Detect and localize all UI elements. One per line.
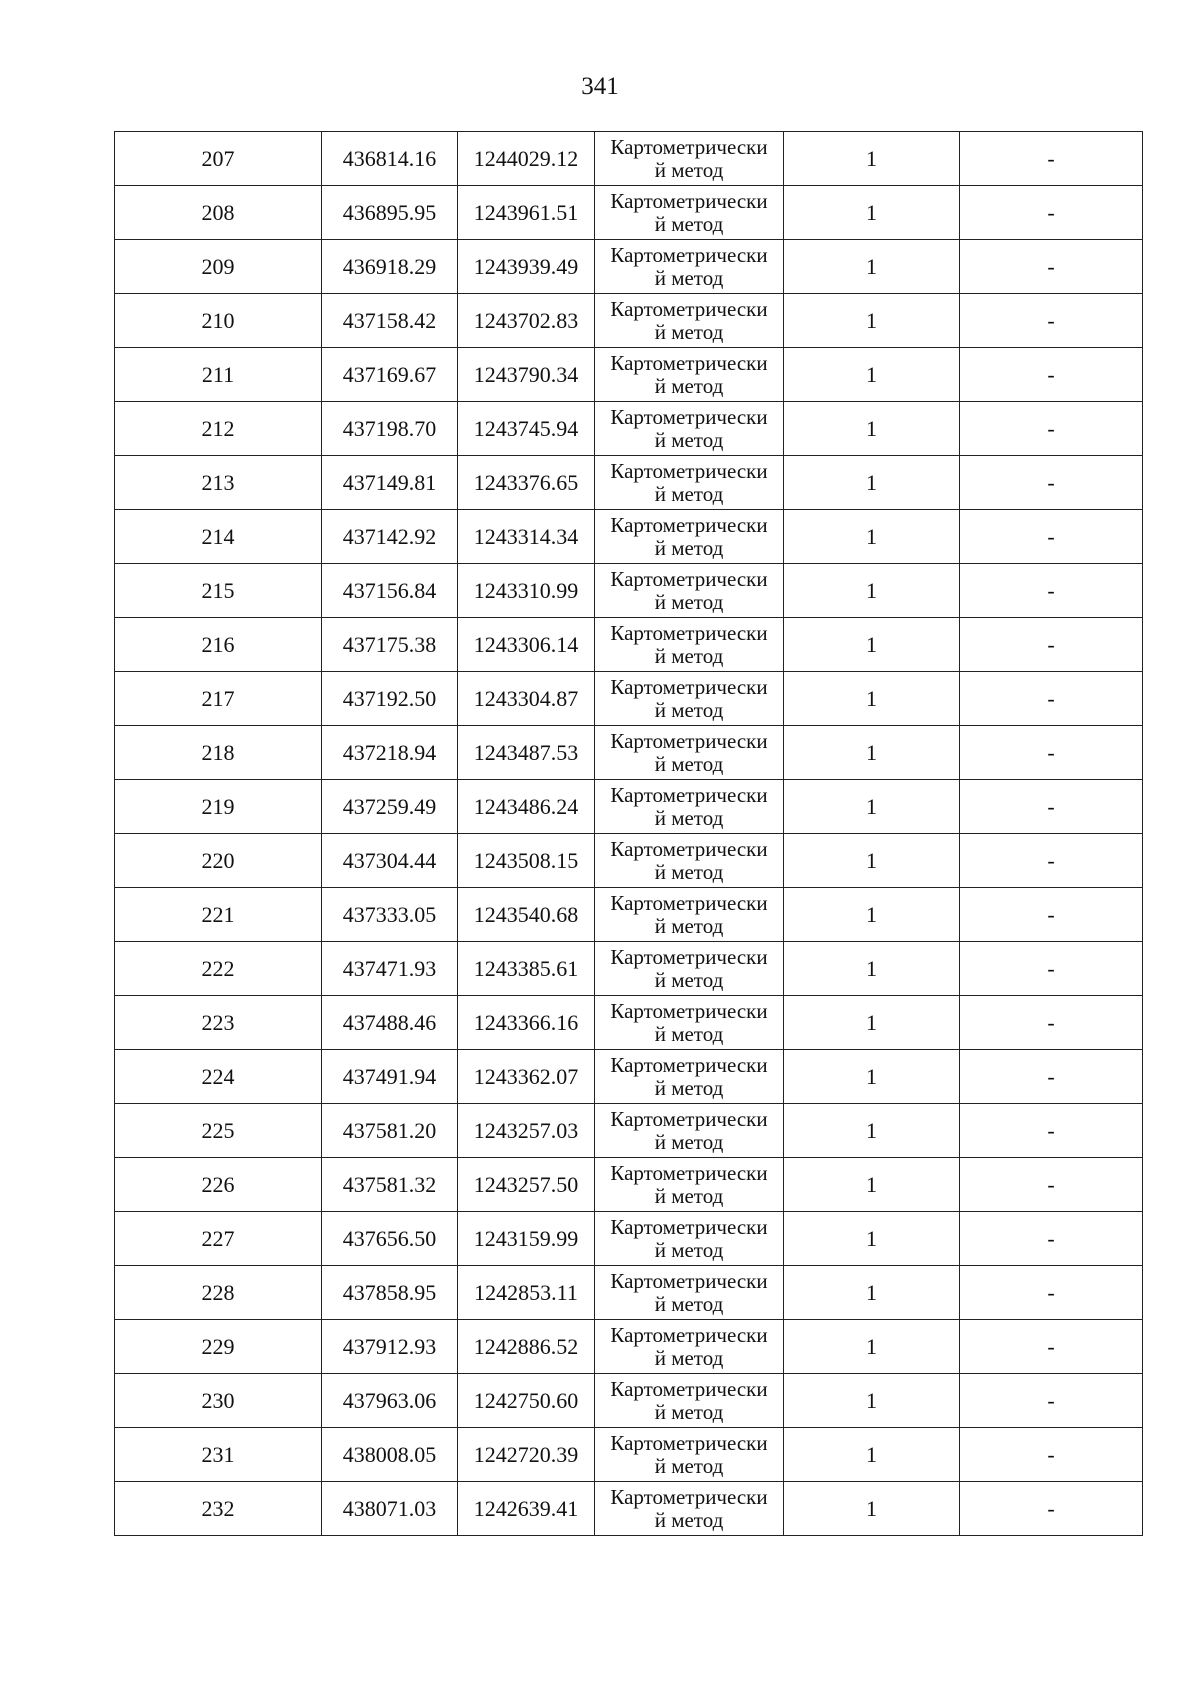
page-number: 341	[581, 73, 619, 100]
method-line-1: Картометрически	[610, 729, 768, 753]
method-cell	[595, 834, 784, 888]
x-coordinate-cell: 436895.95	[322, 186, 458, 240]
point-number-cell: 232	[115, 1482, 322, 1536]
note-cell: -	[960, 1428, 1143, 1482]
method-cell	[595, 618, 784, 672]
accuracy-cell: 1	[784, 996, 960, 1050]
x-coordinate-cell: 437142.92	[322, 510, 458, 564]
table-row	[115, 1104, 1143, 1158]
accuracy-cell: 1	[784, 1158, 960, 1212]
table-row	[115, 456, 1143, 510]
method-line-1: Картометрически	[610, 783, 768, 807]
table-row	[115, 132, 1143, 186]
table-row	[115, 834, 1143, 888]
y-coordinate-cell: 1243257.50	[458, 1158, 595, 1212]
method-line-2: й метод	[654, 1022, 724, 1046]
y-coordinate-cell: 1242886.52	[458, 1320, 595, 1374]
point-number-cell: 231	[115, 1428, 322, 1482]
point-number-cell: 225	[115, 1104, 322, 1158]
method-line-1: Картометрически	[610, 1377, 768, 1401]
method-line-1: Картометрически	[610, 999, 768, 1023]
table-row	[115, 1482, 1143, 1536]
y-coordinate-cell: 1242853.11	[458, 1266, 595, 1320]
note-cell: -	[960, 132, 1143, 186]
note-cell: -	[960, 1482, 1143, 1536]
note-cell: -	[960, 1158, 1143, 1212]
method-cell	[595, 888, 784, 942]
method-line-2: й метод	[654, 266, 724, 290]
method-line-2: й метод	[654, 482, 724, 506]
x-coordinate-cell: 437858.95	[322, 1266, 458, 1320]
y-coordinate-cell: 1243314.34	[458, 510, 595, 564]
accuracy-cell: 1	[784, 240, 960, 294]
method-cell	[595, 672, 784, 726]
x-coordinate-cell: 436918.29	[322, 240, 458, 294]
x-coordinate-cell: 437259.49	[322, 780, 458, 834]
note-cell: -	[960, 834, 1143, 888]
point-number-cell: 223	[115, 996, 322, 1050]
point-number-cell: 217	[115, 672, 322, 726]
method-line-2: й метод	[654, 914, 724, 938]
note-cell: -	[960, 1050, 1143, 1104]
method-cell	[595, 348, 784, 402]
point-number-cell: 211	[115, 348, 322, 402]
accuracy-cell: 1	[784, 1104, 960, 1158]
y-coordinate-cell: 1243508.15	[458, 834, 595, 888]
point-number-cell: 212	[115, 402, 322, 456]
note-cell: -	[960, 1320, 1143, 1374]
table-row	[115, 348, 1143, 402]
method-cell	[595, 402, 784, 456]
y-coordinate-cell: 1243362.07	[458, 1050, 595, 1104]
y-coordinate-cell: 1243306.14	[458, 618, 595, 672]
y-coordinate-cell: 1243310.99	[458, 564, 595, 618]
method-line-1: Картометрически	[610, 135, 768, 159]
note-cell: -	[960, 1212, 1143, 1266]
note-cell: -	[960, 510, 1143, 564]
method-line-2: й метод	[654, 1508, 724, 1532]
note-cell: -	[960, 1266, 1143, 1320]
accuracy-cell: 1	[784, 348, 960, 402]
method-line-1: Картометрически	[610, 1269, 768, 1293]
y-coordinate-cell: 1243304.87	[458, 672, 595, 726]
method-cell	[595, 942, 784, 996]
point-number-cell: 226	[115, 1158, 322, 1212]
x-coordinate-cell: 437963.06	[322, 1374, 458, 1428]
method-line-1: Картометрически	[610, 297, 768, 321]
note-cell: -	[960, 618, 1143, 672]
table-row	[115, 510, 1143, 564]
y-coordinate-cell: 1243257.03	[458, 1104, 595, 1158]
accuracy-cell: 1	[784, 564, 960, 618]
y-coordinate-cell: 1243487.53	[458, 726, 595, 780]
method-cell	[595, 1320, 784, 1374]
method-line-1: Картометрически	[610, 675, 768, 699]
method-line-1: Картометрически	[610, 567, 768, 591]
x-coordinate-cell: 437169.67	[322, 348, 458, 402]
point-number-cell: 219	[115, 780, 322, 834]
table-row	[115, 294, 1143, 348]
method-line-2: й метод	[654, 374, 724, 398]
method-line-1: Картометрически	[610, 1215, 768, 1239]
method-line-1: Картометрически	[610, 1323, 768, 1347]
method-line-2: й метод	[654, 1076, 724, 1100]
table-row	[115, 186, 1143, 240]
note-cell: -	[960, 348, 1143, 402]
table-row	[115, 1428, 1143, 1482]
table-row	[115, 780, 1143, 834]
method-line-1: Картометрически	[610, 1161, 768, 1185]
x-coordinate-cell: 437488.46	[322, 996, 458, 1050]
table-row	[115, 1374, 1143, 1428]
x-coordinate-cell: 437491.94	[322, 1050, 458, 1104]
x-coordinate-cell: 438071.03	[322, 1482, 458, 1536]
point-number-cell: 207	[115, 132, 322, 186]
point-number-cell: 220	[115, 834, 322, 888]
method-line-2: й метод	[654, 428, 724, 452]
point-number-cell: 216	[115, 618, 322, 672]
table-row	[115, 1212, 1143, 1266]
note-cell: -	[960, 726, 1143, 780]
method-cell	[595, 1212, 784, 1266]
x-coordinate-cell: 438008.05	[322, 1428, 458, 1482]
method-line-2: й метод	[654, 698, 724, 722]
method-line-1: Картометрически	[610, 891, 768, 915]
note-cell: -	[960, 1374, 1143, 1428]
point-number-cell: 224	[115, 1050, 322, 1104]
x-coordinate-cell: 437304.44	[322, 834, 458, 888]
y-coordinate-cell: 1243376.65	[458, 456, 595, 510]
x-coordinate-cell: 437156.84	[322, 564, 458, 618]
method-line-2: й метод	[654, 806, 724, 830]
y-coordinate-cell: 1243790.34	[458, 348, 595, 402]
table-row	[115, 1320, 1143, 1374]
x-coordinate-cell: 437149.81	[322, 456, 458, 510]
method-cell	[595, 1158, 784, 1212]
method-line-1: Картометрически	[610, 513, 768, 537]
method-line-2: й метод	[654, 320, 724, 344]
method-line-2: й метод	[654, 212, 724, 236]
y-coordinate-cell: 1243939.49	[458, 240, 595, 294]
method-line-1: Картометрически	[610, 189, 768, 213]
point-number-cell: 213	[115, 456, 322, 510]
table-row	[115, 942, 1143, 996]
y-coordinate-cell: 1243702.83	[458, 294, 595, 348]
method-cell	[595, 1104, 784, 1158]
point-number-cell: 215	[115, 564, 322, 618]
point-number-cell: 227	[115, 1212, 322, 1266]
note-cell: -	[960, 888, 1143, 942]
table-row	[115, 1266, 1143, 1320]
y-coordinate-cell: 1243486.24	[458, 780, 595, 834]
x-coordinate-cell: 437158.42	[322, 294, 458, 348]
x-coordinate-cell: 436814.16	[322, 132, 458, 186]
method-line-1: Картометрически	[610, 1431, 768, 1455]
y-coordinate-cell: 1242720.39	[458, 1428, 595, 1482]
accuracy-cell: 1	[784, 510, 960, 564]
method-line-2: й метод	[654, 590, 724, 614]
method-line-2: й метод	[654, 1292, 724, 1316]
note-cell: -	[960, 1104, 1143, 1158]
method-cell	[595, 1050, 784, 1104]
x-coordinate-cell: 437581.32	[322, 1158, 458, 1212]
method-cell	[595, 726, 784, 780]
accuracy-cell: 1	[784, 1374, 960, 1428]
table-row	[115, 1050, 1143, 1104]
method-line-2: й метод	[654, 1238, 724, 1262]
accuracy-cell: 1	[784, 402, 960, 456]
point-number-cell: 221	[115, 888, 322, 942]
x-coordinate-cell: 437218.94	[322, 726, 458, 780]
method-line-1: Картометрически	[610, 351, 768, 375]
point-number-cell: 228	[115, 1266, 322, 1320]
accuracy-cell: 1	[784, 672, 960, 726]
method-line-1: Картометрически	[610, 243, 768, 267]
x-coordinate-cell: 437471.93	[322, 942, 458, 996]
y-coordinate-cell: 1243385.61	[458, 942, 595, 996]
point-number-cell: 210	[115, 294, 322, 348]
x-coordinate-cell: 437198.70	[322, 402, 458, 456]
method-cell	[595, 456, 784, 510]
method-line-1: Картометрически	[610, 621, 768, 645]
table-row	[115, 402, 1143, 456]
method-cell	[595, 240, 784, 294]
note-cell: -	[960, 780, 1143, 834]
accuracy-cell: 1	[784, 456, 960, 510]
method-line-1: Картометрически	[610, 837, 768, 861]
point-number-cell: 214	[115, 510, 322, 564]
x-coordinate-cell: 437581.20	[322, 1104, 458, 1158]
method-line-2: й метод	[654, 752, 724, 776]
note-cell: -	[960, 672, 1143, 726]
note-cell: -	[960, 402, 1143, 456]
x-coordinate-cell: 437192.50	[322, 672, 458, 726]
coordinates-table	[114, 131, 1143, 1536]
method-line-2: й метод	[654, 1130, 724, 1154]
y-coordinate-cell: 1242639.41	[458, 1482, 595, 1536]
accuracy-cell: 1	[784, 1428, 960, 1482]
x-coordinate-cell: 437656.50	[322, 1212, 458, 1266]
method-line-2: й метод	[654, 536, 724, 560]
y-coordinate-cell: 1243540.68	[458, 888, 595, 942]
note-cell: -	[960, 294, 1143, 348]
accuracy-cell: 1	[784, 780, 960, 834]
method-line-2: й метод	[654, 1184, 724, 1208]
method-line-2: й метод	[654, 1346, 724, 1370]
point-number-cell: 222	[115, 942, 322, 996]
table-row	[115, 564, 1143, 618]
note-cell: -	[960, 240, 1143, 294]
y-coordinate-cell: 1243961.51	[458, 186, 595, 240]
accuracy-cell: 1	[784, 1050, 960, 1104]
table-row	[115, 996, 1143, 1050]
method-cell	[595, 1428, 784, 1482]
accuracy-cell: 1	[784, 942, 960, 996]
x-coordinate-cell: 437912.93	[322, 1320, 458, 1374]
y-coordinate-cell: 1243366.16	[458, 996, 595, 1050]
point-number-cell: 230	[115, 1374, 322, 1428]
table-row	[115, 888, 1143, 942]
method-cell	[595, 510, 784, 564]
method-line-2: й метод	[654, 644, 724, 668]
method-line-2: й метод	[654, 158, 724, 182]
table-row	[115, 1158, 1143, 1212]
method-line-2: й метод	[654, 1400, 724, 1424]
accuracy-cell: 1	[784, 1266, 960, 1320]
accuracy-cell: 1	[784, 1482, 960, 1536]
method-cell	[595, 186, 784, 240]
accuracy-cell: 1	[784, 294, 960, 348]
accuracy-cell: 1	[784, 186, 960, 240]
point-number-cell: 209	[115, 240, 322, 294]
method-cell	[595, 1374, 784, 1428]
note-cell: -	[960, 942, 1143, 996]
method-line-1: Картометрически	[610, 1053, 768, 1077]
point-number-cell: 218	[115, 726, 322, 780]
note-cell: -	[960, 564, 1143, 618]
method-cell	[595, 1482, 784, 1536]
method-line-2: й метод	[654, 860, 724, 884]
accuracy-cell: 1	[784, 1212, 960, 1266]
method-line-1: Картометрически	[610, 945, 768, 969]
note-cell: -	[960, 456, 1143, 510]
x-coordinate-cell: 437175.38	[322, 618, 458, 672]
note-cell: -	[960, 996, 1143, 1050]
accuracy-cell: 1	[784, 618, 960, 672]
table-row	[115, 726, 1143, 780]
y-coordinate-cell: 1242750.60	[458, 1374, 595, 1428]
table-row	[115, 672, 1143, 726]
method-cell	[595, 132, 784, 186]
y-coordinate-cell: 1243745.94	[458, 402, 595, 456]
method-line-1: Картометрически	[610, 1485, 768, 1509]
accuracy-cell: 1	[784, 888, 960, 942]
y-coordinate-cell: 1243159.99	[458, 1212, 595, 1266]
point-number-cell: 229	[115, 1320, 322, 1374]
method-line-2: й метод	[654, 968, 724, 992]
point-number-cell: 208	[115, 186, 322, 240]
method-cell	[595, 1266, 784, 1320]
note-cell: -	[960, 186, 1143, 240]
method-line-1: Картометрически	[610, 459, 768, 483]
method-cell	[595, 996, 784, 1050]
table-row	[115, 240, 1143, 294]
method-line-1: Картометрически	[610, 1107, 768, 1131]
y-coordinate-cell: 1244029.12	[458, 132, 595, 186]
method-cell	[595, 564, 784, 618]
table-row	[115, 618, 1143, 672]
accuracy-cell: 1	[784, 834, 960, 888]
accuracy-cell: 1	[784, 1320, 960, 1374]
method-line-2: й метод	[654, 1454, 724, 1478]
coordinates-table-body	[115, 132, 1143, 1536]
method-cell	[595, 294, 784, 348]
accuracy-cell: 1	[784, 726, 960, 780]
method-line-1: Картометрически	[610, 405, 768, 429]
accuracy-cell: 1	[784, 132, 960, 186]
x-coordinate-cell: 437333.05	[322, 888, 458, 942]
method-cell	[595, 780, 784, 834]
